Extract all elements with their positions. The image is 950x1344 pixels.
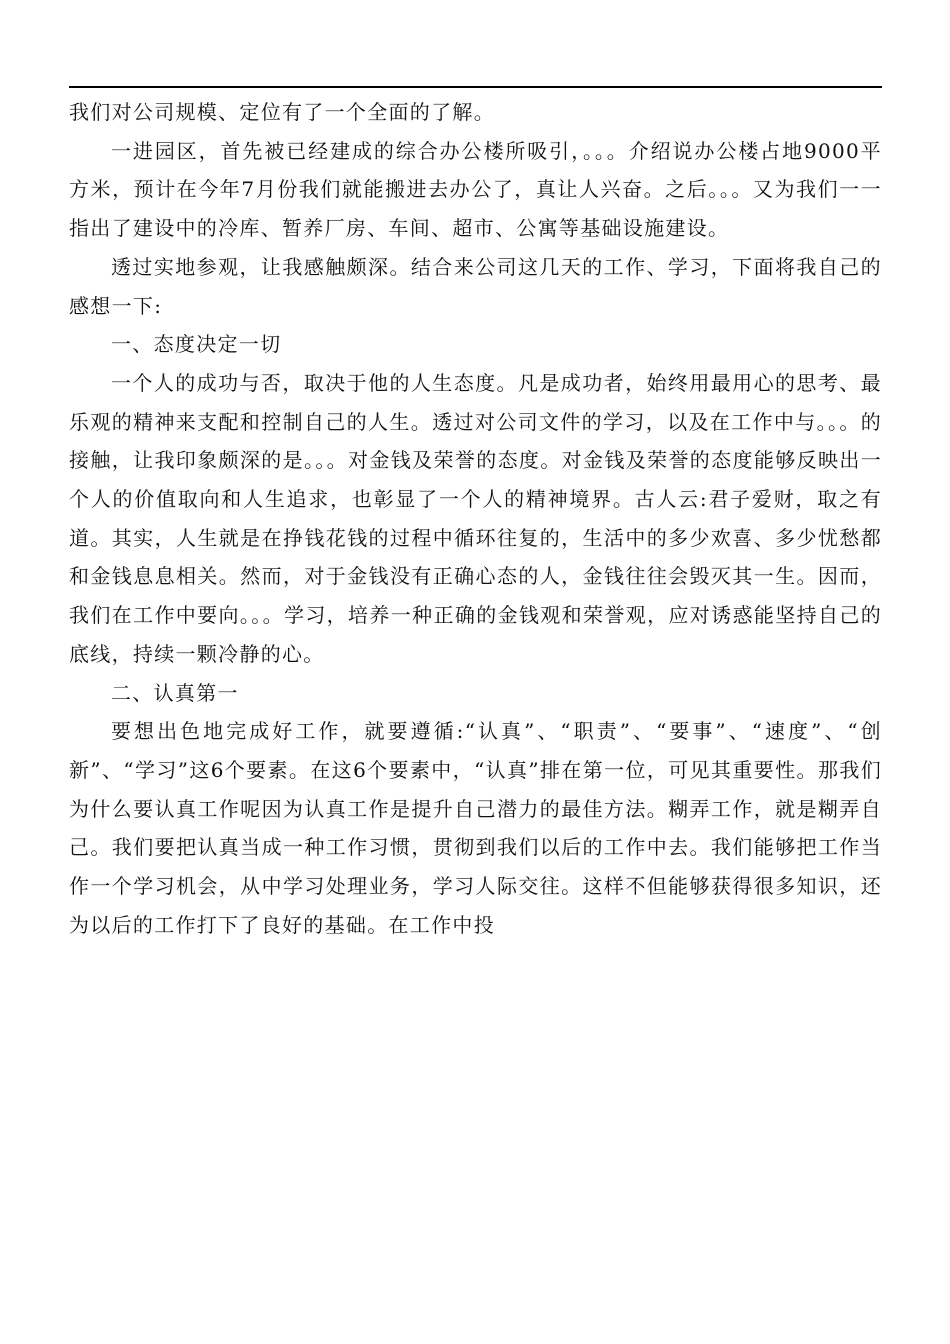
paragraph-reflection: 透过实地参观，让我感触颇深。结合来公司这几天的工作、学习，下面将我自己的感想一下: bbox=[69, 254, 882, 318]
paragraph-park-visit: 一进园区，首先被已经建成的综合办公楼所吸引，。。。介绍说办公楼占地9000平方米，预计在今年7月份我们就能搬进去办公了，真让人兴奋。之后。。。又为我们一一指出了建设中的冷库、暂养厂房、车间、超市、公寓等基础设施建设。 bbox=[69, 138, 882, 241]
section-heading-diligence: 二、认真第一 bbox=[111, 680, 239, 705]
paragraph-attitude: 一个人的成功与否，取决于他的人生态度。凡是成功者，始终用最用心的思考、最乐观的精神来支配和控制自己的人生。透过对公司文件的学习，以及在工作中与。。。的接触，让我印象颇深的是。。。对金钱及荣誉的态度。对金钱及荣誉的态度能够反映出一个人的价值取向和人生追求，也彰显了一个人的精神境界。古人云:君子爱财，取之有道。其实，人生就是在挣钱花钱的过程中循环往复的，生活中的多少欢喜、多少忧愁都和金钱息息相关。然而，对于金钱没有正确心态的人，金钱往往会毁灭其一生。因而，我们在工作中要向。。。学习，培养一种正确的金钱观和荣誉观，应对诱惑能坚持自己的底线，持续一颗冷静的心。 bbox=[69, 370, 882, 666]
paragraph-intro-continuation: 我们对公司规模、定位有了一个全面的了解。 bbox=[69, 100, 495, 124]
section-heading-attitude: 一、态度决定一切 bbox=[111, 332, 282, 357]
header-rule bbox=[69, 86, 882, 88]
document-body bbox=[69, 93, 882, 944]
paragraph-diligence: 要想出色地完成好工作，就要遵循:“认真”、“职责”、“要事”、“速度”、“创新”、“学习”这6个要素。在这6个要素中，“认真”排在第一位，可见其重要性。那我们为什么要认真工作呢因为认真工作是提升自己潜力的最佳方法。糊弄工作，就是糊弄自己。我们要把认真当成一种工作习惯，贯彻到我们以后的工作中去。我们能够把工作当作一个学习机会，从中学习处理业务，学习人际交往。这样不但能够获得很多知识，还为以后的工作打下了良好的基础。在工作中投 bbox=[69, 719, 882, 937]
document-page bbox=[69, 0, 882, 1344]
